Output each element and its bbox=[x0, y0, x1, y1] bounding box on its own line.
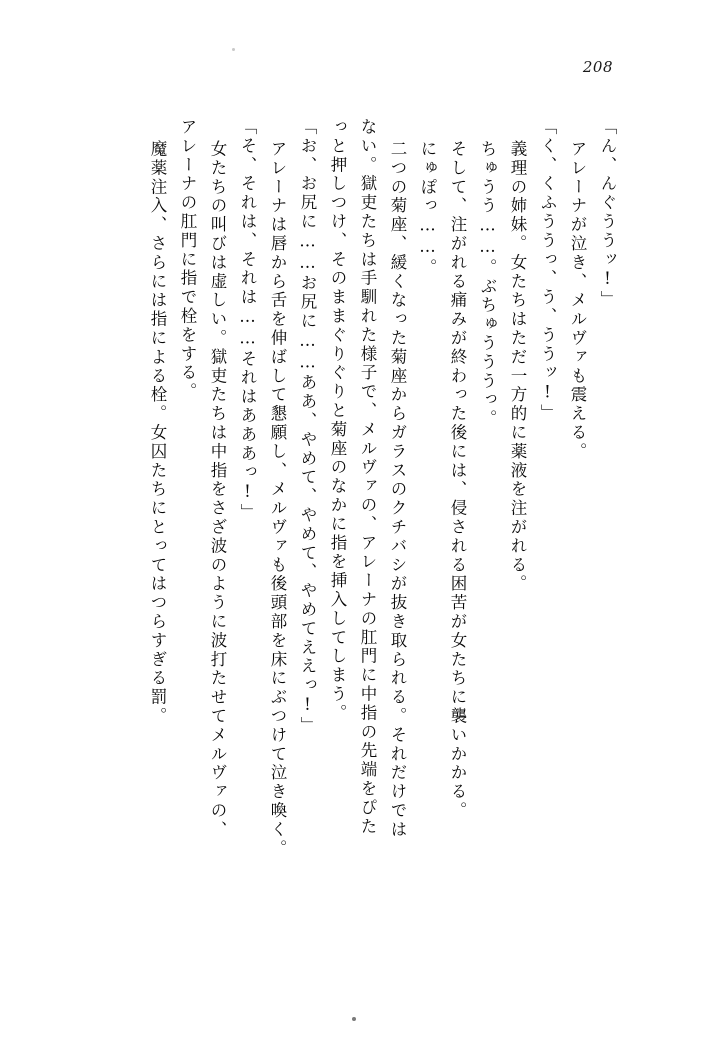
page-number: 208 bbox=[582, 58, 613, 76]
text-line: 「ん、んぐううッ!」 bbox=[598, 118, 617, 310]
text-line: アレーナが泣き、メルヴァも震える。 bbox=[568, 140, 587, 462]
scan-speck bbox=[352, 1017, 356, 1021]
text-line: にゅぽっ……。 bbox=[418, 140, 437, 278]
text-line: そして、注がれる痛みが終わった後には、侵される困苦が女たちに襲いかかる。 bbox=[448, 140, 467, 821]
text-line: 二つの菊座、緩くなった菊座からガラスのクチバシが抜き取られる。それだけでは bbox=[388, 140, 407, 840]
body-text bbox=[60, 118, 615, 948]
text-line: 「お、お尻に……お尻に……ああ、やめて、やめて、やめてええっ!」 bbox=[298, 118, 317, 736]
text-line: 「そ、それは、それは……それはあああっ!」 bbox=[238, 118, 257, 523]
text-line: 義理の姉妹。女たちはただ一方的に薬液を注がれる。 bbox=[508, 140, 527, 594]
scan-speck bbox=[232, 48, 235, 51]
text-line: ちゅうう……。ぶちゅうううっ。 bbox=[478, 140, 497, 429]
text-line: ない。獄吏たちは手馴れた様子で、メルヴァの、アレーナの肛門に中指の先端をぴた bbox=[358, 118, 377, 837]
text-line: 女たちの叫びは虚しい。獄吏たちは中指をさざ波のように波打たせてメルヴァの、 bbox=[208, 140, 227, 840]
text-line: アレーナは唇から舌を伸ばして懇願し、メルヴァも後頭部を床にぶつけて泣き喚く。 bbox=[268, 140, 287, 859]
text-line: 「く、くふううっ、う、ううッ!」 bbox=[538, 118, 557, 423]
text-line: 魔薬注入、さらには指による栓。女囚たちにとってはつらすぎる罰。 bbox=[148, 140, 167, 726]
text-line: っと押しつけ、そのままぐりぐりと菊座のなかに指を挿入してしまう。 bbox=[328, 118, 347, 723]
text-line: アレーナの肛門に指で栓をする。 bbox=[178, 118, 197, 402]
